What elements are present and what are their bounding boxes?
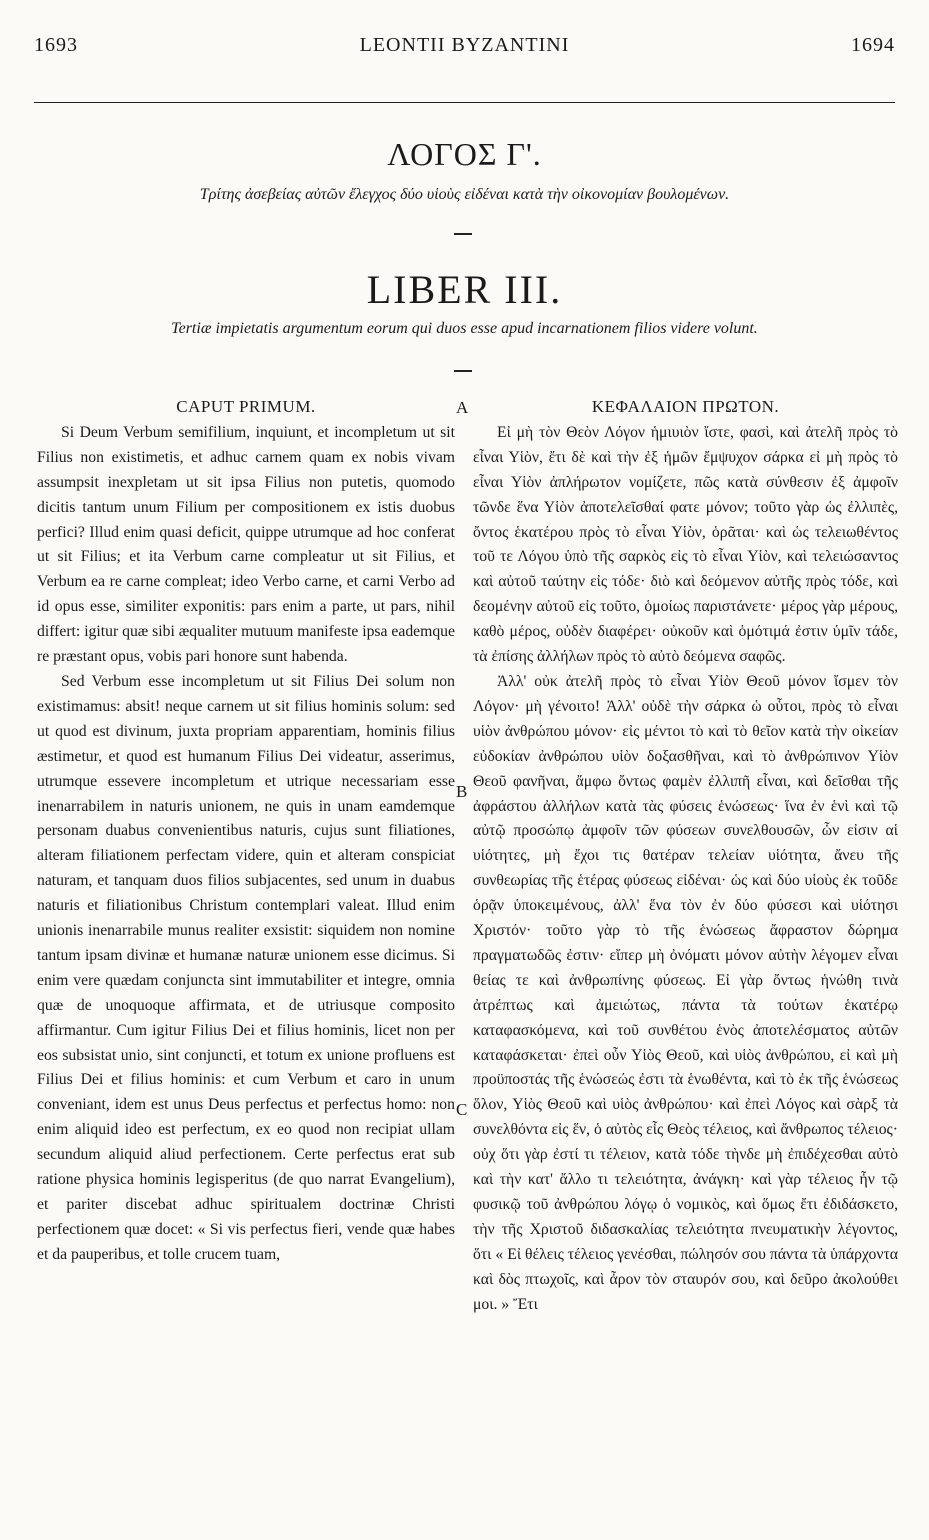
column-number-right: 1694	[851, 34, 895, 56]
greek-paragraph: Ἀλλ' οὐκ ἀτελῆ πρὸς τὸ εἶναι Υἱὸν Θεοῦ μόνον ἴσμεν τὸν Λόγον· μὴ γένοιτο! Ἀλλ' οὐδὲ τὴν σάρκα ὡ οὗτοι, πρὸς τὸ εἶναι υἱὸν ἀνθρώπου μόνον· εἰς μέντοι τὸ καὶ τὸ θεῖον κατὰ τὴν οἰκείαν εὐδοκίαν ἀνθρώπου υἱὸν δοξασθῆναι, καὶ τὸ ἀνθρώπινον Υἱὸν Θεοῦ φανῆναι, ἄμφω ὄντως φαμὲν ἐλλιπῆ εἶναι, καὶ δεῖσθαι τῆς ἀφράστου ἀλλήλων κατὰ τὰς φύσεις ἑνώσεως· ἵνα ἐν ἑνὶ καὶ τῷ αὐτῷ προσώπῳ ἀμφοῖν τῶν φύσεων συνελθουσῶν, ὧν εἰσιν αἱ υἱότητες, μὴ ἔχοι τις θατέραν τελείαν υἱότητα, ἄνευ τῆς συνθεωρίας τῆς ἑτέρας φύσεως εἰδέναι· ὡς καὶ δύο υἱοὺς ἐκ τοῦδε ὁρᾷν ὑποκειμένους, ἀλλ' ἕνα τὸν ἐν δύο φύσεσι καὶ υἱότησι Χριστόν· τοῦτο γὰρ τὸ τῆς ἑνώσεως ἄφραστον δώρημα πραγματωδῶς ἐστιν· εἴπερ μὴ ὀνόματι μόνον αὐτὴν λέγομεν εἶναι θείας τε καὶ ἀνθρωπίνης φύσεως. Εἰ γὰρ ὄντως ἡνώθη τινὰ ἀτρέπτως καὶ ἀμειώτως, πάντα τὰ τούτων ἑκατέρῳ καταφασκόμενα, καὶ τοῦ συνθέτου ἑνὸς ἀποτελέσματος αὐτῶν καταφάσκεται· ἐπεὶ οὖν Υἱὸς Θεοῦ, καὶ υἱὸς ἀνθρώπου, εἰ καὶ μὴ προϋποστάς τῆς ἑνώσεώς ἐστι τὰ ἑνωθέντα, καὶ τὸ ἐκ τῆς ἑνώσεως ὅλον, Υἱὸς Θεοῦ καὶ υἱὸς ἀνθρώπου· καὶ ἐπεὶ Λόγος καὶ σὰρξ τὰ συνελθόντα εἰς ἕν, ὁ αὐτὸς εἷς Θεὸς τέλειος, καὶ ἄνθρωπος τέλειος· οὐχ ὅτι γὰρ ἐστί τι τέλειον, κατὰ τόδε τὴνδε μὴ ἐπιδέχεσθαι αὐτὸ καὶ τὴν κατ' ἄλλο τι τελειότητα, ἀνάγκη· καὶ γὰρ τέλειος ἦν τῷ φυσικῷ τοῦ ἀνθρώπου λόγῳ ὁ νομικὸς, καὶ ὅμως ἔτι ἐδιδάσκετο, τὴν τῆς Χριστοῦ διδασκαλίας τελειότητα πνευματικὴν λέγοντος, ὅτι « Εἰ θέλεις τέλειος γενέσθαι, πώλησόν σου πάντα τὰ ὑπάρχοντα καὶ δὸς πτωχοῖς, καὶ ἆρον τὸν σταυρόν σου, καὶ δεῦρο ἀκολούθει μοι. » Ἔτι	[473, 672, 898, 1313]
greek-column	[473, 395, 898, 1515]
greek-book-subtitle: Τρίτης ἀσεβείας αὐτῶν ἔλεγχος δύο υἱοὺς εἰδέναι κατὰ τὴν οἰκονομίαν βουλομένων.	[199, 186, 730, 203]
latin-column	[37, 395, 455, 1515]
margin-marker-b: B	[456, 782, 468, 801]
latin-paragraph: Si Deum Verbum semifilium, inquiunt, et incompletum ut sit Filius non existimetis, et adhuc carnem quam ex nobis vivam assumpsit inexpletam ut sit ipsa Filius non putetis, quomodo dicitis tantum unum Filium per compositionem ex istis duobus perfici? Illud enim quasi deficit, quippe utrumque ad hoc conferat ut sit Filius; et ita Verbum carne compleatur ut sit Filius, et Verbum ea re carne compleat; ideo Verbo carne, et carni Verbo ad id opus esse, similiter exponitis: pars enim a parte, ut pars, nihil differt: igitur quæ sibi æqualiter mutuum manifeste ipsa eademque re præstant opus, vobis pari honore sunt habenda.	[37, 423, 455, 666]
latin-book-title: LIBER III.	[366, 267, 563, 312]
separator-dash	[454, 233, 472, 235]
running-header	[34, 34, 895, 58]
header-rule	[34, 102, 895, 103]
greek-chapter-heading: ΚΕΦΑΛΑΙΟΝ ΠΡΩΤΟΝ.	[591, 397, 780, 416]
greek-paragraph: Εἰ μὴ τὸν Θεὸν Λόγον ἡμιυιὸν ἴστε, φασὶ, καὶ ἀτελῆ πρὸς τὸ εἶναι Υἱὸν, ἔτι δὲ καὶ τὴν ἐξ ἡμῶν ἔμψυχον σάρκα εἰ μὴ πρὸς τὸ εἶναι Υἱὸν ἀπλήρωτον νομίζετε, πῶς κατὰ σύνθεσιν ἐξ ἀμφοῖν τῶνδε ἕνα Υἱὸν ἀποτελεῖσθαί φατε μόνον; τοῦτο γὰρ ὡς ἐλλιπὲς, ὄντος ἑκατέρου πρὸς τὸ εἶναι Υἱὸν, ὁρᾶται· καὶ ὡς τελειωθέντος τοῦ τε Λόγου ὑπὸ τῆς σαρκὸς εἰς τὸ εἶναι Υἱὸν, καὶ τελειώσαντος καὶ αὐτοῦ ταύτην εἰς τόδε· διὸ καὶ δεόμενον αὐτῆς πρὸς τόδε, καὶ δεομένην αὐτοῦ εἰς τοῦτο, ὁμοίως παριστάνετε· μέρος γὰρ μέρους, καθὸ μέρος, οὐδὲν διαφέρει· οὐκοῦν καὶ ὁμότιμά ἐστιν ὑμῖν τάδε, τὰ ἐπίσης ἀλλήλων πρὸς τὸ αὐτὸ δεόμενα σαφῶς.	[473, 423, 898, 666]
latin-chapter-heading: CAPUT PRIMUM.	[176, 397, 316, 416]
margin-marker-c: C	[456, 1100, 468, 1119]
separator-dash	[454, 370, 472, 372]
greek-book-title: ΛΟΓΟΣ Γ'.	[387, 136, 542, 172]
column-number-left: 1693	[34, 34, 78, 56]
latin-paragraph: Sed Verbum esse incompletum ut sit Filius Dei solum non existimamus: absit! neque carnem ut sit filius hominis solum: sed ut quod est divinum, juxta propriam apparentiam, hominis filius æstimetur, et quod est humanum Filius Dei videatur, asserimus, utrumque essevere incompletum et utrique necessariam esse inenarrabilem in naturis unionem, ne quis in unam eamdemque personam duabus convenientibus naturis, cujus sunt filiationes, alteram filiationem perfectam videre, quin et alteram conspiciat naturam, et tanquam duos filios subjacentes, sed unum in duabus naturis et filiationibus Christum contemplari valeat. Illud enim unionis inenarrabile munus realiter exsistit: siquidem non nomine tantum ipsam divinæ et humanæ naturæ unionem esse dicimus. Si enim vere quædam conjuncta sint immutabiliter et integre, omnia quæ de unoquoque affirmata, et de utriusque composito affirmantur. Cum igitur Filius Dei et filius hominis, licet non per eos subsistat unio, sint conjuncti, et totum ex unione profluens est Filius Dei et filius hominis: et cum Verbum et caro in unum conveniant, idem est unus Deus perfectus et perfectus homo: non enim aliquid ideo est perfectum, ex eo quod non recipiat ullam secundum aliquid aliud perfectionem. Certe perfectus erat sub ratione physica hominis legisperitus (de quo narrat Evangelium), et pariter discebat adhuc spiritualem doctrinæ Christi perfectionem quæ docet: « Si vis perfectus fieri, vende quæ habes et da pauperibus, et tolle crucem tuam,	[37, 672, 455, 1263]
latin-book-subtitle: Tertiæ impietatis argumentum eorum qui duos esse apud incarnationem filios videre volunt.	[171, 320, 758, 337]
running-title: LEONTII BYZANTINI	[359, 34, 570, 56]
margin-marker-a: A	[456, 398, 469, 417]
